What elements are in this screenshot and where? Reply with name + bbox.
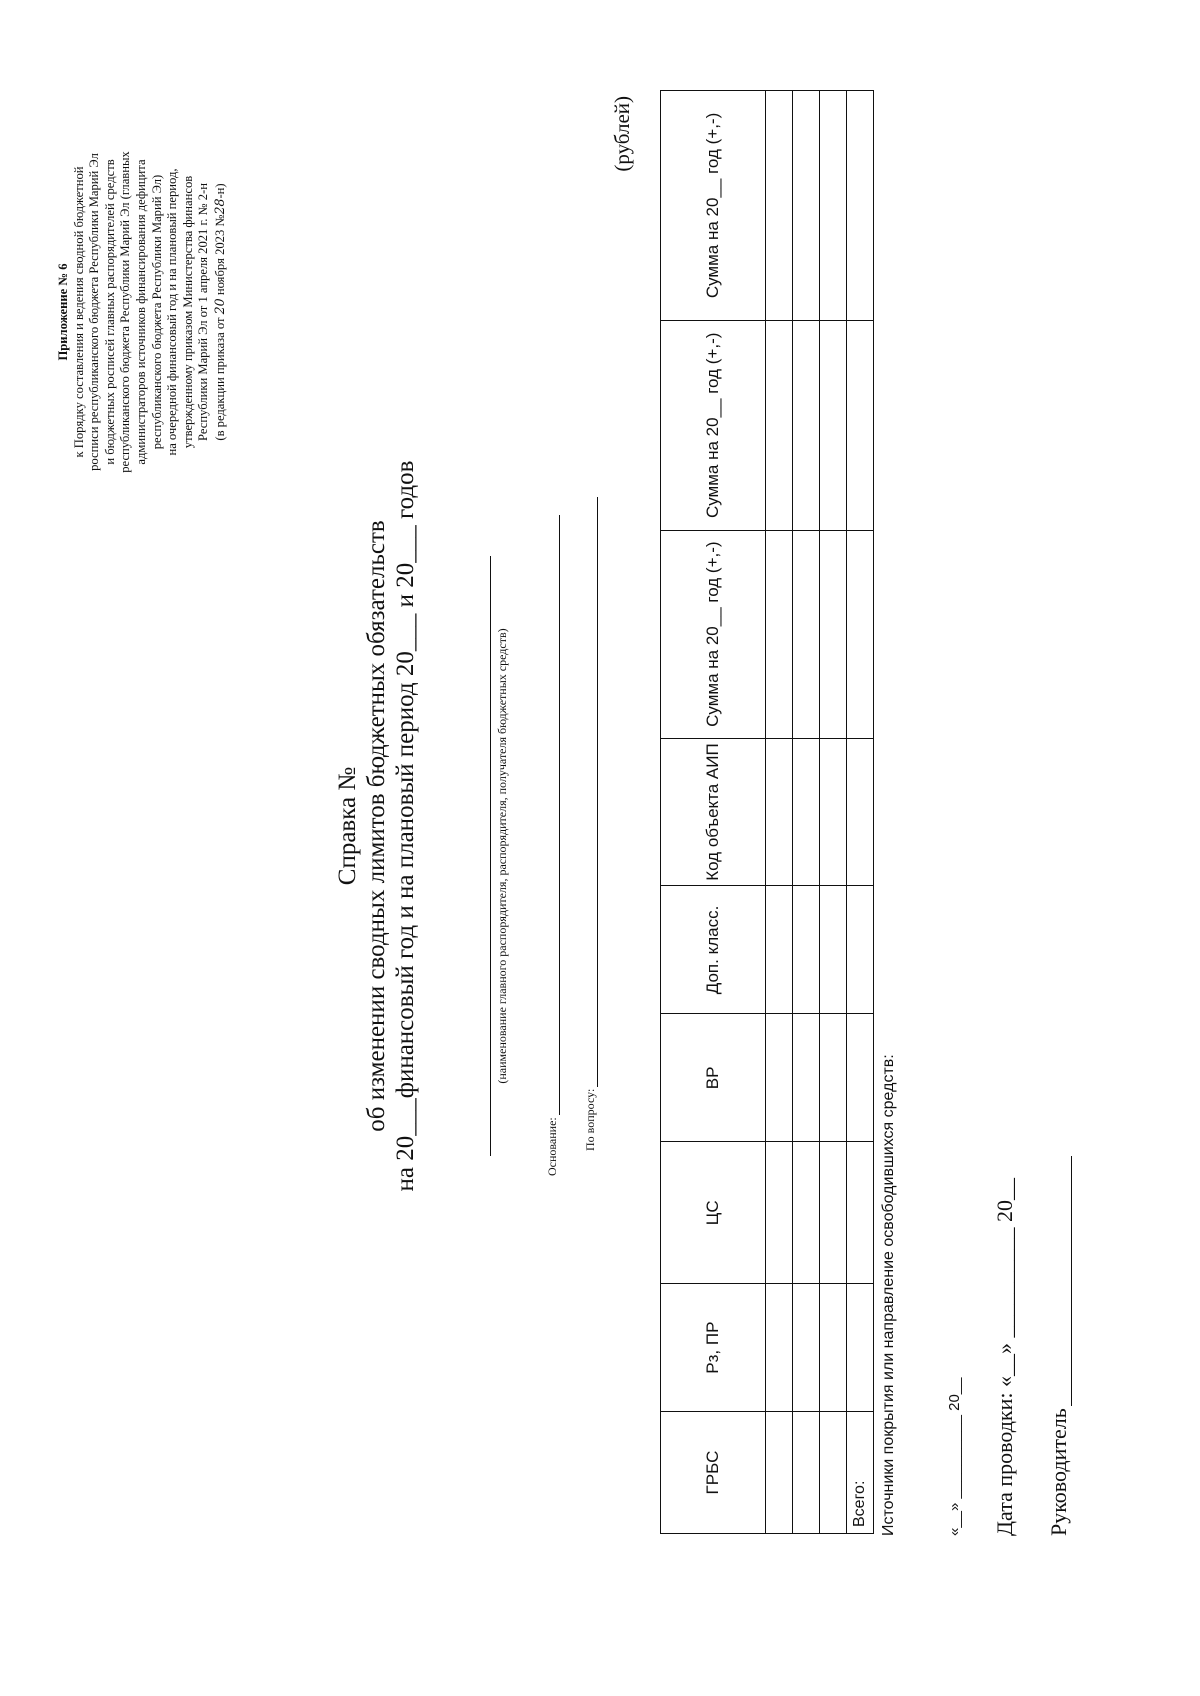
appendix-heading: Приложение № 6 bbox=[56, 263, 70, 361]
appendix-edition bbox=[212, 92, 229, 532]
date-line: «__» __________ 20__ bbox=[946, 1377, 963, 1536]
appendix-line: и бюджетных росписей главных распорядителей средств bbox=[102, 159, 117, 465]
table-row bbox=[820, 91, 847, 1534]
question-underline bbox=[583, 497, 598, 1087]
table-row bbox=[766, 91, 793, 1534]
appendix-line: администраторов источников финансирования дефицита bbox=[133, 159, 148, 465]
organization-name-caption: (наименование главного распорядителя, распорядителя, получателя бюджетных средств) bbox=[490, 556, 510, 1156]
basis-field bbox=[545, 515, 560, 1176]
table-total-row bbox=[847, 91, 874, 1534]
edition-suffix: -н) bbox=[212, 183, 227, 199]
head-label: Руководитель bbox=[1046, 1408, 1071, 1536]
question-field bbox=[583, 497, 598, 1151]
table-row bbox=[793, 91, 820, 1534]
sources-label: Источники покрытия или направление освободившихся средств: bbox=[880, 1054, 897, 1536]
appendix-line: росписи республиканского бюджета Республики Марий Эл bbox=[87, 153, 102, 471]
header-grbs: ГРБС bbox=[661, 1412, 766, 1534]
edition-middle: ноября 2023 № bbox=[212, 214, 227, 299]
header-rz-pr: Рз, ПР bbox=[661, 1284, 766, 1412]
appendix-line: республиканского бюджета Республики Марий Эл) bbox=[149, 174, 164, 450]
document-period: на 20___финансовый год и на плановый период 20___ и 20___ годов bbox=[392, 460, 419, 1192]
basis-label: Основание: bbox=[545, 1117, 559, 1176]
document-subtitle: об изменении сводных лимитов бюджетных обязательств bbox=[363, 520, 390, 1132]
header-cs: ЦС bbox=[661, 1142, 766, 1284]
appendix-header bbox=[56, 92, 229, 532]
table-header-row bbox=[661, 91, 766, 1534]
limits-table bbox=[660, 90, 874, 1534]
edition-prefix: (в редакции приказа от bbox=[212, 314, 227, 441]
basis-underline bbox=[545, 515, 560, 1115]
header-sum-year-3: Сумма на 20__ год (+,-) bbox=[661, 91, 766, 321]
question-label: По вопросу: bbox=[583, 1088, 597, 1151]
appendix-line: к Порядку составления и ведения сводной бюджетной bbox=[71, 166, 86, 458]
head-signature-underline bbox=[1051, 1156, 1072, 1406]
appendix-line: утвержденному приказом Министерства финансов bbox=[180, 175, 195, 449]
edition-number-handwritten: 28 bbox=[211, 198, 227, 215]
head-signature-field bbox=[1046, 1156, 1072, 1536]
header-dop-class: Доп. класс. bbox=[661, 886, 766, 1014]
appendix-line: на очередной финансовый год и на плановый период, bbox=[165, 168, 180, 456]
appendix-line: республиканского бюджета Республики Марий Эл (главных bbox=[118, 151, 133, 473]
header-sum-year-2: Сумма на 20__ год (+,-) bbox=[661, 320, 766, 530]
document-title: Справка № bbox=[334, 766, 361, 886]
total-label: Всего: bbox=[847, 1412, 874, 1534]
units-label: (рублей) bbox=[610, 96, 634, 172]
posting-date: Дата проводки: «__» __________ 20__ bbox=[992, 1178, 1017, 1536]
header-vr: ВР bbox=[661, 1014, 766, 1142]
header-sum-year-1: Сумма на 20__ год (+,-) bbox=[661, 530, 766, 738]
appendix-line: Республики Марий Эл от 1 апреля 2021 г. № 2-н bbox=[196, 183, 211, 441]
edition-day-handwritten: 20 bbox=[211, 298, 227, 315]
header-aip-code: Код объекта АИП bbox=[661, 738, 766, 886]
